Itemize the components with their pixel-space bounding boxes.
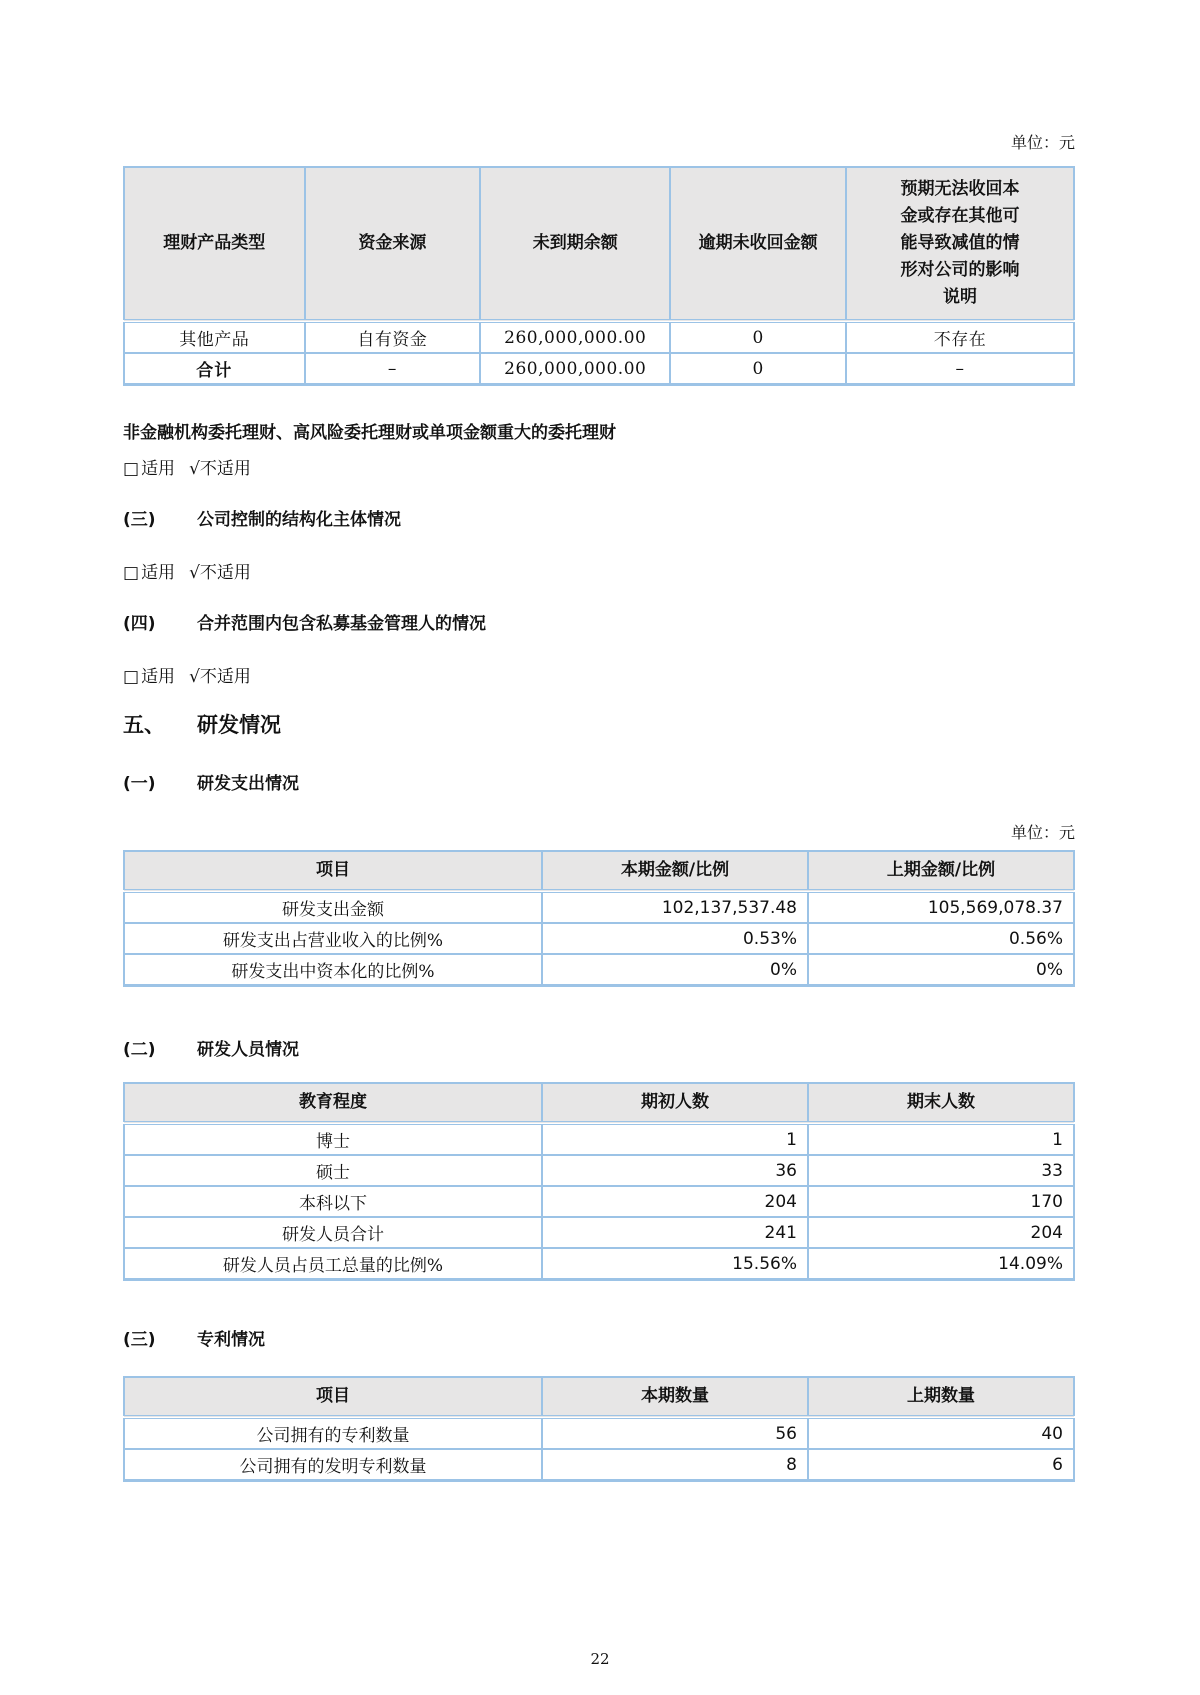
cell-ending-headcount: 33	[808, 1155, 1074, 1186]
checkbox-unchecked-icon: □	[123, 459, 140, 479]
section-heading-private-fund-managers	[123, 609, 1075, 634]
header-impairment-note: 预期无法收回本金或存在其他可能导致减值的情形对公司的影响说明	[846, 167, 1074, 321]
cell-prior-count: 6	[808, 1449, 1074, 1481]
cell-current-count: 8	[542, 1449, 808, 1481]
section-number: (四)	[123, 614, 156, 634]
cell-impairment-note: 不存在	[846, 321, 1074, 353]
cell-outstanding-balance: 260,000,000.00	[480, 321, 670, 353]
cell-ending-headcount: 1	[808, 1123, 1074, 1155]
cell-beginning-headcount: 241	[542, 1217, 808, 1248]
checkbox-unchecked-icon: □	[123, 667, 140, 687]
table-row	[124, 1123, 1074, 1155]
cell-total-fund-source: –	[305, 353, 481, 385]
table-row	[124, 891, 1074, 923]
header-item: 项目	[124, 851, 542, 891]
section-heading-patents	[123, 1325, 1075, 1350]
cell-education-level: 硕士	[124, 1155, 542, 1186]
checkbox-unchecked-icon: □	[123, 563, 140, 583]
table-row	[124, 1417, 1074, 1449]
header-education-level: 教育程度	[124, 1083, 542, 1123]
cell-ending-headcount: 204	[808, 1217, 1074, 1248]
section-title: 公司控制的结构化主体情况	[197, 510, 401, 530]
cell-item: 研发支出占营业收入的比例%	[124, 923, 542, 954]
table-row	[124, 321, 1074, 353]
page-number: 22	[590, 1650, 610, 1668]
cell-prior-value: 0%	[808, 954, 1074, 986]
cell-total-overdue-amount: 0	[670, 353, 846, 385]
page-content	[123, 0, 1075, 1482]
section-number: (三)	[123, 510, 156, 530]
applicable-label: 适用	[141, 563, 176, 583]
cell-total-label: 合计	[124, 353, 305, 385]
wealth-management-products-table	[123, 166, 1075, 386]
cell-item: 研发支出金额	[124, 891, 542, 923]
applicability-row	[123, 454, 1075, 479]
section-title: 合并范围内包含私募基金管理人的情况	[197, 614, 486, 634]
applicability-row	[123, 662, 1075, 687]
header-outstanding-balance: 未到期余额	[480, 167, 670, 321]
not-applicable-label: 不适用	[199, 667, 251, 687]
header-current-amount-ratio: 本期金额/比例	[542, 851, 808, 891]
header-fund-source: 资金来源	[305, 167, 481, 321]
not-applicable-label: 不适用	[199, 459, 251, 479]
table-row	[124, 1217, 1074, 1248]
chapter-number: 五、	[123, 713, 165, 737]
cell-prior-value: 105,569,078.37	[808, 891, 1074, 923]
table-header-row	[124, 167, 1074, 321]
table-row	[124, 1155, 1074, 1186]
cell-education-level: 研发人员合计	[124, 1217, 542, 1248]
unit-label: 单位：元	[1010, 823, 1075, 842]
check-mark-icon: √	[189, 563, 200, 583]
header-product-type: 理财产品类型	[124, 167, 305, 321]
header-item: 项目	[124, 1377, 542, 1417]
table-header-row	[124, 1377, 1074, 1417]
cell-beginning-headcount: 204	[542, 1186, 808, 1217]
cell-item: 公司拥有的发明专利数量	[124, 1449, 542, 1481]
rd-expenditure-table	[123, 850, 1075, 987]
applicability-row	[123, 558, 1075, 583]
cell-beginning-headcount: 1	[542, 1123, 808, 1155]
rd-personnel-table	[123, 1082, 1075, 1281]
cell-item: 研发支出中资本化的比例%	[124, 954, 542, 986]
header-overdue-amount: 逾期未收回金额	[670, 167, 846, 321]
header-beginning-headcount: 期初人数	[542, 1083, 808, 1123]
header-prior-amount-ratio: 上期金额/比例	[808, 851, 1074, 891]
cell-education-level: 研发人员占员工总量的比例%	[124, 1248, 542, 1280]
cell-product-type: 其他产品	[124, 321, 305, 353]
cell-prior-count: 40	[808, 1417, 1074, 1449]
entrusted-finance-note-heading: 非金融机构委托理财、高风险委托理财或单项金额重大的委托理财	[123, 423, 616, 443]
section-number: (一)	[123, 774, 156, 794]
applicable-label: 适用	[141, 667, 176, 687]
cell-ending-headcount: 14.09%	[808, 1248, 1074, 1280]
table-row	[124, 1248, 1074, 1280]
cell-fund-source: 自有资金	[305, 321, 481, 353]
table-header-row	[124, 851, 1074, 891]
cell-ending-headcount: 170	[808, 1186, 1074, 1217]
section-title: 研发支出情况	[197, 774, 299, 794]
check-mark-icon: √	[189, 667, 200, 687]
cell-overdue-amount: 0	[670, 321, 846, 353]
cell-beginning-headcount: 15.56%	[542, 1248, 808, 1280]
section-heading-rd-personnel	[123, 1035, 1075, 1060]
section-number: (二)	[123, 1040, 156, 1060]
cell-education-level: 本科以下	[124, 1186, 542, 1217]
table-row	[124, 1449, 1074, 1481]
section-title: 专利情况	[197, 1330, 265, 1350]
cell-education-level: 博士	[124, 1123, 542, 1155]
cell-current-count: 56	[542, 1417, 808, 1449]
section-heading-rd-expenditure	[123, 769, 1075, 794]
cell-current-value: 0.53%	[542, 923, 808, 954]
cell-item: 公司拥有的专利数量	[124, 1417, 542, 1449]
cell-current-value: 0%	[542, 954, 808, 986]
table-header-row	[124, 1083, 1074, 1123]
table-row	[124, 954, 1074, 986]
patents-table	[123, 1376, 1075, 1482]
section-heading-structured-entities	[123, 505, 1075, 530]
cell-beginning-headcount: 36	[542, 1155, 808, 1186]
table-row	[124, 923, 1074, 954]
cell-current-value: 102,137,537.48	[542, 891, 808, 923]
not-applicable-label: 不适用	[199, 563, 251, 583]
table-row	[124, 1186, 1074, 1217]
header-prior-count: 上期数量	[808, 1377, 1074, 1417]
chapter-title: 研发情况	[197, 713, 281, 737]
check-mark-icon: √	[189, 459, 200, 479]
table-total-row	[124, 353, 1074, 385]
unit-label: 单位：元	[1010, 133, 1075, 152]
header-ending-headcount: 期末人数	[808, 1083, 1074, 1123]
chapter-heading-rd	[123, 709, 1075, 739]
section-title: 研发人员情况	[197, 1040, 299, 1060]
cell-total-outstanding-balance: 260,000,000.00	[480, 353, 670, 385]
cell-total-impairment-note: –	[846, 353, 1074, 385]
header-current-count: 本期数量	[542, 1377, 808, 1417]
section-number: (三)	[123, 1330, 156, 1350]
cell-prior-value: 0.56%	[808, 923, 1074, 954]
applicable-label: 适用	[141, 459, 176, 479]
